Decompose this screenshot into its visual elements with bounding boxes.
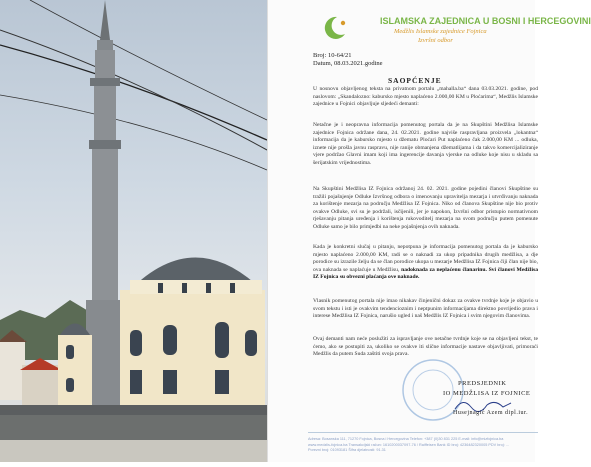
window	[130, 370, 142, 394]
fence	[0, 405, 267, 415]
document-heading: SAOPĆENJE	[388, 76, 442, 85]
minaret-cap	[97, 40, 113, 50]
paragraph: Na Skupštini Medžlisa IZ Fojnica održanoj 24. 02. 2021. godine pojedini članovi Skupštine su tražili pojašnjenje Odluke Izvršnog odbora o imenovanju upravitelja mezarja i utvrđivanju naknada za korištenje mezarja na području Medžlisa IZ Fojnica. Niko od članova Skupštine nije bio protiv ovakve Odluke, svi su je podržali, isčijenili, jer je napokon, Izvršni odbor pristupio normativnom rješavanju pitanja uređenja i korištenja rukovoditelj mezarja na svom području putem pomenute Odluke samo je bilo primjedbi na neke pojašnjenja ovih naknada.	[313, 186, 538, 230]
window	[66, 345, 74, 359]
org-title: ISLAMSKA ZAJEDNICA U BOSNI I HERCEGOVINI	[380, 16, 591, 26]
power-line	[30, 0, 267, 120]
window	[163, 325, 177, 355]
window	[215, 322, 229, 358]
minaret-shaft	[95, 50, 115, 80]
window	[230, 283, 235, 293]
window	[163, 370, 177, 394]
minaret-shaft	[94, 86, 116, 141]
org-department: Izvršni odbor	[418, 37, 453, 44]
signature-title: PREDSJEDNIK	[458, 380, 507, 387]
minaret-balcony	[90, 78, 120, 86]
power-line	[0, 30, 267, 150]
minaret-spire	[100, 0, 110, 40]
paragraph-text: Kada je konkretni slučaj u pitanju, nepotpuna je informacija pomenutog portala da je kabursko mjesto naplaćeno 2.000,00 KM, radi se o naknadi za ukop pripadnika drugih medžlisa, a dje porodice su izrazile želju da se član porodice ukopa u mezarje Medžlisa IZ Fojnica čiji član nije bio, ova naknada se naplaćuje u Medžlisu,	[313, 244, 538, 273]
sidewalk	[0, 440, 267, 462]
window	[158, 283, 163, 293]
minaret-balcony	[89, 140, 121, 149]
annex-wall	[58, 335, 92, 405]
footer-line-2: www.medzlis-fojnica.ba Transakcijski račun: 1610200037097-76 / Raiffeisen Bank ID broj: 4236482320005 PDV broj: ...	[308, 442, 509, 447]
footer-line-3: Porezni broj: 01093181 Šifra djelatnosti: 91.31	[308, 448, 386, 452]
window	[130, 330, 142, 356]
islamic-community-logo	[323, 14, 351, 40]
power-line	[0, 95, 267, 170]
mosque-photo	[0, 0, 267, 462]
window	[66, 378, 74, 392]
signatory-name: Husejnagić Azem dipl.iur.	[453, 410, 529, 416]
building	[22, 365, 60, 405]
paragraph: Vlasnik pomenutog portala nije imao nikakav činjenični dokaz za ovakve tvrdnje koje je objavio u svom tekstu i isti je ovakvim tendencioznim i neptpunim informacijama direktno povrijedio prava i interese Medžlisa IZ Fojnica, narušio ugled i naš Medžlis IZ Fojnica i svim njegovim članovima.	[313, 298, 538, 319]
paragraph: Ovaj demanti nam neće poslužiti za ispravljanje ove netačne tvrdnje koje se na objavljeni tekst, te ćemo, ako se postupiti za, ukoliko se ovakve iti slične informacije nastave objavljivati, primoraći Medžlis da putem Suda zaštiti svoja prava.	[313, 336, 538, 357]
window	[182, 283, 187, 293]
org-subtitle: Medžlis Islamske zajednice Fojnica	[394, 28, 487, 35]
paragraph: Netačne je i neopravna informacija pomenutog portala da je na Skupštini Medžlisa Islamske zajednice Fojnica održane dana, 24. 02.2021. godine najviše raspravljana proizvela „lokantna“ informacija da je kabursko mjesto u džematu Ploćari Put naplaćeno čak 2.000,00 KM ... odluka, iznete nije prošla javnu raspravu, nije ranije obmanjena džematlijama i da takvo komercijaliziranje vjere podržao Glavni imam koji ima ingerencije davanja vjerske na odluke koje nisu u skladu sa šerijatskim vrijednostima.	[313, 122, 538, 166]
paragraph	[313, 244, 538, 282]
letter-footer	[308, 437, 538, 454]
letter-document	[267, 0, 591, 462]
paragraph-emphasis: nadoknada za neplaćenu članarinu. Svi članovi Medžlisa IZ Fojnica su obvezni plaćanja ove naknade.	[313, 266, 538, 280]
signature-organization: IO MEDŽLISA IZ FOJNICE	[443, 390, 531, 397]
mosque-illustration	[0, 0, 267, 462]
document-date: Datum, 08.03.2021.godine	[313, 60, 383, 67]
power-line	[0, 45, 267, 140]
footer-divider	[308, 432, 538, 433]
document-number: Broj: 10-64/21	[313, 52, 352, 59]
window	[206, 283, 211, 293]
window	[215, 370, 229, 394]
paragraph: U nosnovu objavljenog teksta na privatnom portalu „mahalla.ba“ dana 03.03.2021. godine, pod naslovom: „Skandalozno: kabursko mjesto naplaćeno 2.000,00 KM u Ploćarima“, Medžlis Islamske zajednice u Fojnici objavljuje sljedeći demanti:	[313, 86, 538, 107]
footer-line-1: Adresa: Bosanska 111, 71270 Fojnica, Bosna i Hercegovina Telefon: +387 (0)30 831 225 E-mail: info@mizfojnica.ba	[308, 437, 504, 441]
drum	[130, 280, 262, 294]
window	[245, 330, 257, 356]
